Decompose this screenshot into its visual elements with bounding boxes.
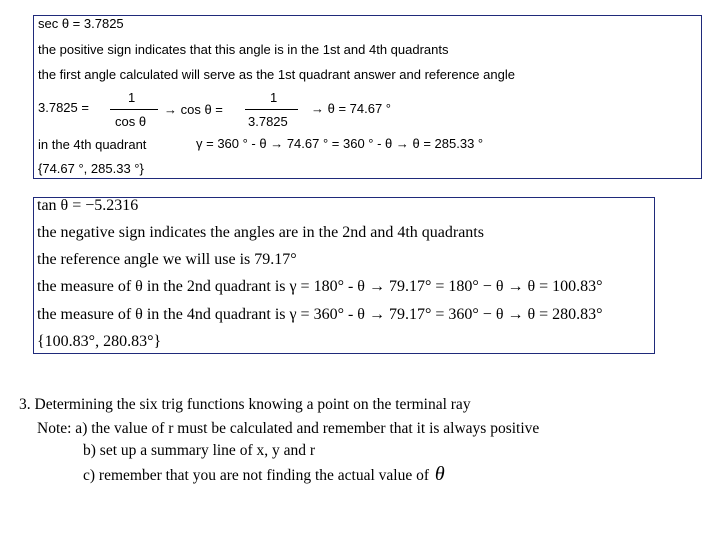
fraction-1-numerator: 1 — [128, 90, 136, 105]
note-a: Note: a) the value of r must be calculated and remember that it is always positive — [37, 420, 540, 437]
tangent-sign-note: the negative sign indicates the angles are in the 2nd and 4th quadrants — [37, 224, 484, 241]
fraction-1-denominator: cos θ — [115, 114, 147, 129]
secant-sign-note: the positive sign indicates that this angle is in the 1st and 4th quadrants — [38, 42, 449, 57]
note-c — [83, 463, 445, 486]
fraction-2-numerator: 1 — [270, 90, 278, 105]
tangent-second-quadrant: the measure of θ in the 2nd quadrant is γ = 180° - θ → 79.17° = 180° − θ → θ = 100.83° — [37, 278, 603, 295]
fourth-quadrant-equation: γ = 360 ° - θ → 74.67 ° = 360 ° - θ → θ = 285.33 ° — [196, 136, 484, 151]
fraction-1-bar — [110, 109, 158, 110]
note-b: b) set up a summary line of x, y and r — [83, 442, 316, 459]
fourth-quadrant-label: in the 4th quadrant — [38, 137, 147, 152]
fraction-2-denominator: 3.7825 — [248, 114, 288, 129]
tangent-example-box — [33, 197, 655, 354]
secant-solution-set: {74.67 °, 285.33 °} — [38, 161, 144, 176]
secant-given: sec θ = 3.7825 — [38, 16, 124, 31]
fraction-2-bar — [245, 109, 298, 110]
secant-result: → θ = 74.67 ° — [311, 101, 391, 116]
tangent-fourth-quadrant: the measure of θ in the 4nd quadrant is γ = 360° - θ → 79.17° = 360° − θ → θ = 280.83° — [37, 306, 603, 323]
cos-arrow: → cos θ = — [164, 102, 223, 117]
secant-reference-note: the first angle calculated will serve as the 1st quadrant answer and reference angle — [38, 67, 515, 82]
secant-equation-lhs: 3.7825 = — [38, 100, 89, 115]
section-3-heading: 3. Determining the six trig functions knowing a point on the terminal ray — [19, 396, 471, 413]
tangent-reference-angle: the reference angle we will use is 79.17° — [37, 251, 297, 268]
theta-symbol: θ — [434, 463, 445, 485]
tangent-solution-set: {100.83°, 280.83°} — [37, 333, 162, 350]
note-c-text: c) remember that you are not finding the actual value of — [83, 467, 430, 484]
tangent-given: tan θ = −5.2316 — [37, 197, 139, 214]
